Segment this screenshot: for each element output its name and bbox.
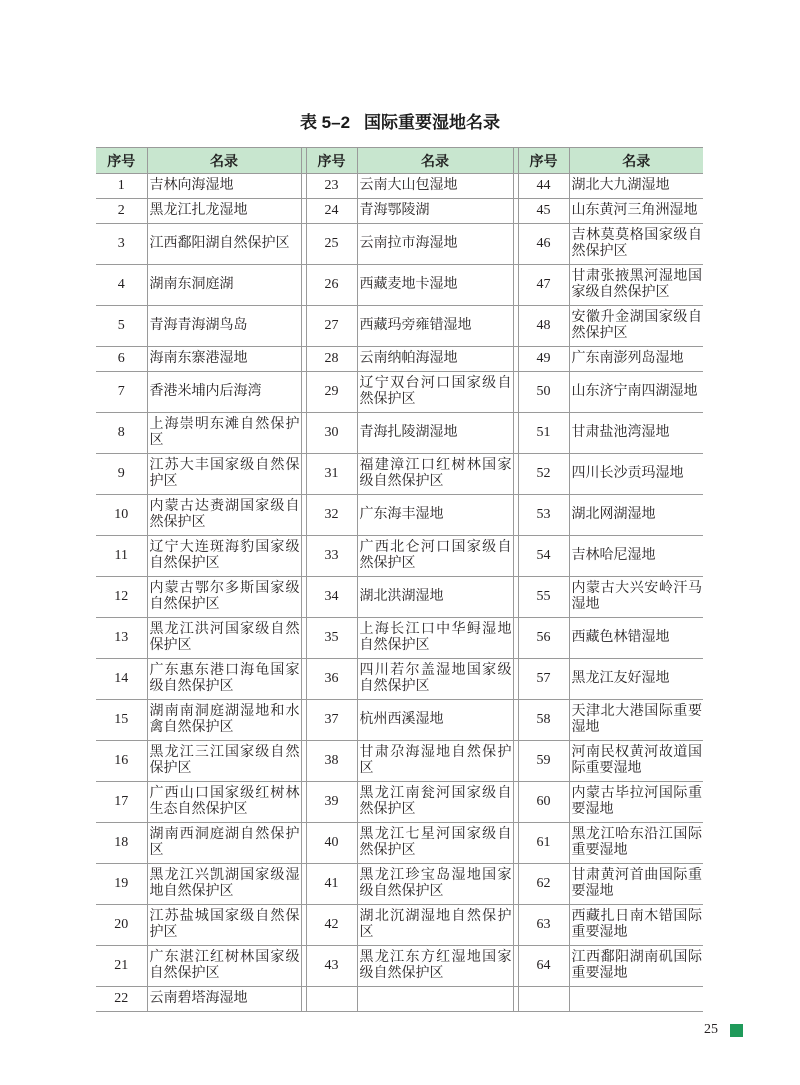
entry-number: 39 [306,782,357,823]
wetland-name: 内蒙古达赉湖国家级自然保护区 [147,495,301,536]
table-row [96,536,703,577]
wetland-name [357,987,513,1012]
table-row [96,199,703,224]
wetland-name: 黑龙江兴凯湖国家级湿地自然保护区 [147,864,301,905]
entry-number: 1 [96,174,147,199]
wetland-name: 青海扎陵湖湿地 [357,413,513,454]
wetland-name: 广东南澎列岛湿地 [569,347,703,372]
wetland-list-table [96,147,703,1012]
entry-number: 54 [518,536,569,577]
wetland-name: 云南大山包湿地 [357,174,513,199]
wetland-name: 辽宁双台河口国家级自然保护区 [357,372,513,413]
entry-number: 21 [96,946,147,987]
column-header-name: 名录 [569,148,703,174]
entry-number: 25 [306,224,357,265]
wetland-name: 黑龙江扎龙湿地 [147,199,301,224]
table-header-row [96,148,703,174]
wetland-name: 四川若尔盖湿地国家级自然保护区 [357,659,513,700]
entry-number: 33 [306,536,357,577]
wetland-name: 云南纳帕海湿地 [357,347,513,372]
page-marker-square [730,1024,743,1037]
column-header-name: 名录 [357,148,513,174]
entry-number: 22 [96,987,147,1012]
entry-number: 2 [96,199,147,224]
entry-number: 38 [306,741,357,782]
entry-number: 30 [306,413,357,454]
entry-number: 51 [518,413,569,454]
entry-number: 16 [96,741,147,782]
wetland-name: 吉林向海湿地 [147,174,301,199]
entry-number: 46 [518,224,569,265]
wetland-name: 云南拉市海湿地 [357,224,513,265]
table-row [96,347,703,372]
table-caption [0,112,800,134]
entry-number: 27 [306,306,357,347]
entry-number: 64 [518,946,569,987]
table-row [96,864,703,905]
wetland-name: 湖北沉湖湿地自然保护区 [357,905,513,946]
table-row [96,306,703,347]
entry-number: 5 [96,306,147,347]
column-header-index: 序号 [306,148,357,174]
entry-number: 4 [96,265,147,306]
entry-number: 47 [518,265,569,306]
column-header-index: 序号 [518,148,569,174]
wetland-name: 甘肃黄河首曲国际重要湿地 [569,864,703,905]
table-row [96,577,703,618]
table-row [96,174,703,199]
wetland-name: 江苏大丰国家级自然保护区 [147,454,301,495]
entry-number: 42 [306,905,357,946]
table-row [96,454,703,495]
wetland-name [569,987,703,1012]
entry-number: 45 [518,199,569,224]
entry-number: 53 [518,495,569,536]
wetland-name: 广东惠东港口海龟国家级自然保护区 [147,659,301,700]
wetland-name: 西藏麦地卡湿地 [357,265,513,306]
wetland-name: 云南碧塔海湿地 [147,987,301,1012]
entry-number: 43 [306,946,357,987]
entry-number: 11 [96,536,147,577]
entry-number: 41 [306,864,357,905]
entry-number: 59 [518,741,569,782]
entry-number: 61 [518,823,569,864]
wetland-name: 山东黄河三角洲湿地 [569,199,703,224]
entry-number: 13 [96,618,147,659]
entry-number: 6 [96,347,147,372]
table-row [96,224,703,265]
entry-number: 7 [96,372,147,413]
wetland-name: 青海青海湖鸟岛 [147,306,301,347]
wetland-name: 甘肃张掖黑河湿地国家级自然保护区 [569,265,703,306]
table-row [96,659,703,700]
wetland-name: 西藏扎日南木错国际重要湿地 [569,905,703,946]
wetland-name: 江西鄱阳湖南矶国际重要湿地 [569,946,703,987]
table-row [96,700,703,741]
table-row [96,823,703,864]
entry-number: 44 [518,174,569,199]
wetland-name: 广西山口国家级红树林生态自然保护区 [147,782,301,823]
table-row [96,905,703,946]
wetland-name: 黑龙江七星河国家级自然保护区 [357,823,513,864]
entry-number: 26 [306,265,357,306]
entry-number: 14 [96,659,147,700]
entry-number: 62 [518,864,569,905]
entry-number: 17 [96,782,147,823]
table-row [96,741,703,782]
wetland-name: 黑龙江东方红湿地国家级自然保护区 [357,946,513,987]
wetland-name: 西藏色林错湿地 [569,618,703,659]
table-row [96,413,703,454]
wetland-name: 黑龙江三江国家级自然保护区 [147,741,301,782]
wetland-name: 甘肃尕海湿地自然保护区 [357,741,513,782]
entry-number: 18 [96,823,147,864]
column-header-index: 序号 [96,148,147,174]
wetland-name: 湖南西洞庭湖自然保护区 [147,823,301,864]
entry-number: 29 [306,372,357,413]
entry-number: 12 [96,577,147,618]
table-row [96,946,703,987]
entry-number: 49 [518,347,569,372]
wetland-name: 上海崇明东滩自然保护区 [147,413,301,454]
wetland-name: 黑龙江珍宝岛湿地国家级自然保护区 [357,864,513,905]
wetland-name: 广东湛江红树林国家级自然保护区 [147,946,301,987]
entry-number: 48 [518,306,569,347]
wetland-name: 广西北仑河口国家级自然保护区 [357,536,513,577]
entry-number: 8 [96,413,147,454]
table-title: 国际重要湿地名录 [364,113,501,132]
table-row [96,618,703,659]
wetland-name: 江西鄱阳湖自然保护区 [147,224,301,265]
entry-number: 56 [518,618,569,659]
entry-number: 58 [518,700,569,741]
wetland-name: 山东济宁南四湖湿地 [569,372,703,413]
wetland-name: 甘肃盐池湾湿地 [569,413,703,454]
table-number: 表 5–2 [299,113,351,132]
wetland-name: 安徽升金湖国家级自然保护区 [569,306,703,347]
entry-number: 23 [306,174,357,199]
entry-number [518,987,569,1012]
page-number: 25 [704,1022,718,1037]
entry-number: 52 [518,454,569,495]
entry-number: 50 [518,372,569,413]
wetland-name: 湖北网湖湿地 [569,495,703,536]
wetland-name: 福建漳江口红树林国家级自然保护区 [357,454,513,495]
entry-number [306,987,357,1012]
wetland-name: 湖北大九湖湿地 [569,174,703,199]
wetland-name: 海南东寨港湿地 [147,347,301,372]
entry-number: 9 [96,454,147,495]
wetland-name: 江苏盐城国家级自然保护区 [147,905,301,946]
wetland-name: 天津北大港国际重要湿地 [569,700,703,741]
entry-number: 35 [306,618,357,659]
wetland-name: 青海鄂陵湖 [357,199,513,224]
wetland-name: 西藏玛旁雍错湿地 [357,306,513,347]
table-row [96,782,703,823]
table-row [96,372,703,413]
wetland-name: 内蒙古鄂尔多斯国家级自然保护区 [147,577,301,618]
table-row [96,265,703,306]
wetland-name: 吉林莫莫格国家级自然保护区 [569,224,703,265]
wetland-name: 黑龙江哈东沿江国际重要湿地 [569,823,703,864]
wetland-name: 湖北洪湖湿地 [357,577,513,618]
entry-number: 24 [306,199,357,224]
entry-number: 3 [96,224,147,265]
entry-number: 28 [306,347,357,372]
entry-number: 36 [306,659,357,700]
entry-number: 32 [306,495,357,536]
wetland-name: 黑龙江洪河国家级自然保护区 [147,618,301,659]
wetland-name: 河南民权黄河故道国际重要湿地 [569,741,703,782]
wetland-name: 香港米埔内后海湾 [147,372,301,413]
wetland-name: 辽宁大连斑海豹国家级自然保护区 [147,536,301,577]
entry-number: 57 [518,659,569,700]
wetland-name: 四川长沙贡玛湿地 [569,454,703,495]
entry-number: 63 [518,905,569,946]
entry-number: 55 [518,577,569,618]
table-row [96,987,703,1012]
entry-number: 37 [306,700,357,741]
wetland-name: 湖南东洞庭湖 [147,265,301,306]
entry-number: 34 [306,577,357,618]
wetland-name: 黑龙江南瓮河国家级自然保护区 [357,782,513,823]
entry-number: 19 [96,864,147,905]
table-body [96,174,703,1012]
wetland-name: 杭州西溪湿地 [357,700,513,741]
entry-number: 20 [96,905,147,946]
table-row [96,495,703,536]
entry-number: 10 [96,495,147,536]
column-header-name: 名录 [147,148,301,174]
entry-number: 15 [96,700,147,741]
entry-number: 31 [306,454,357,495]
entry-number: 40 [306,823,357,864]
wetland-name: 湖南南洞庭湖湿地和水禽自然保护区 [147,700,301,741]
wetland-name: 黑龙江友好湿地 [569,659,703,700]
wetland-name: 吉林哈尼湿地 [569,536,703,577]
wetland-name: 上海长江口中华鲟湿地自然保护区 [357,618,513,659]
wetland-name: 广东海丰湿地 [357,495,513,536]
wetland-name: 内蒙古大兴安岭汗马湿地 [569,577,703,618]
entry-number: 60 [518,782,569,823]
wetland-name: 内蒙古毕拉河国际重要湿地 [569,782,703,823]
